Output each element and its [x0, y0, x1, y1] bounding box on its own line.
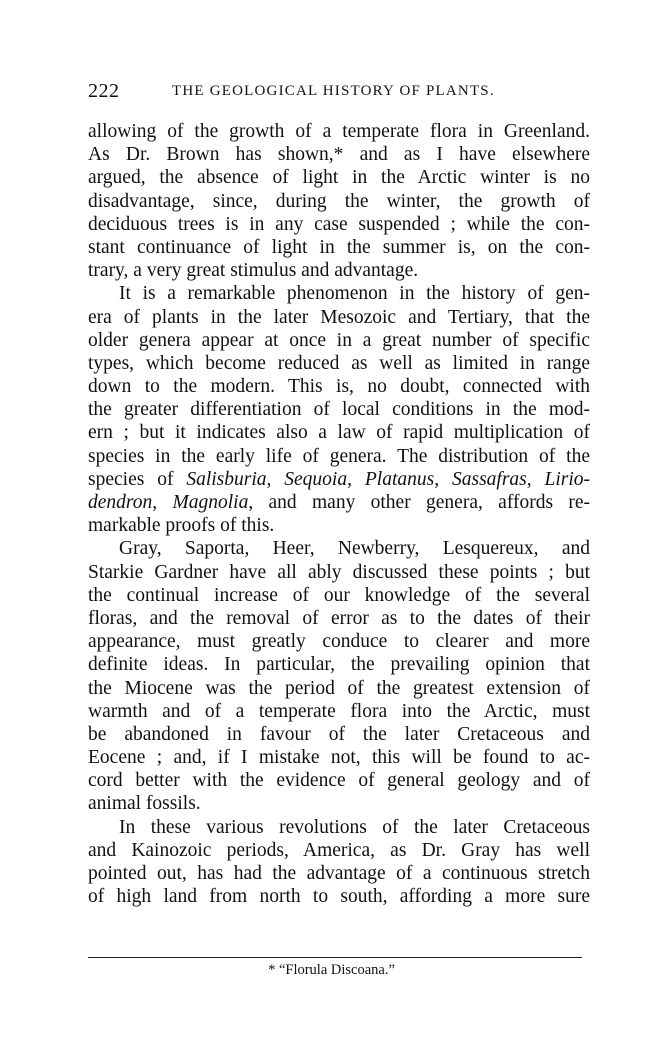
text-line: and Kainozoic periods, America, as Dr. Gray has well — [88, 839, 590, 861]
text-line: the continual increase of our knowledge of the several — [88, 584, 590, 606]
text-line: the greater differentiation of local conditions in the mod- — [88, 399, 590, 421]
page-header — [88, 80, 588, 104]
text-line: animal fossils. — [88, 793, 201, 815]
text-line: be abandoned in favour of the later Cretaceous and — [88, 723, 590, 745]
page-number: 222 — [88, 80, 120, 102]
body-text — [88, 120, 590, 908]
text-line: deciduous trees is in any case suspended ; while the con- — [88, 213, 590, 235]
footnote-divider — [88, 957, 582, 958]
text-line: down to the modern. This is, no doubt, connected with — [88, 376, 590, 398]
text-line: warmth and of a temperate flora into the Arctic, must — [88, 700, 590, 722]
text-line: disadvantage, since, during the winter, the growth of — [88, 190, 590, 212]
text-line: the Miocene was the period of the greatest extension of — [88, 677, 590, 699]
text-line: allowing of the growth of a temperate flora in Greenland. — [88, 121, 590, 142]
text-line: species in the early life of genera. The distribution of the — [88, 445, 590, 467]
text-line: markable proofs of this. — [88, 515, 275, 537]
text-line: dendron, Magnolia, and many other genera, affords re- — [88, 492, 590, 513]
text-line: cord better with the evidence of general geology and of — [88, 770, 590, 792]
text-line: Gray, Saporta, Heer, Newberry, Lesquereux, and — [119, 538, 590, 560]
text-line: Starkie Gardner have all ably discussed these points ; but — [88, 561, 590, 583]
text-line: stant continuance of light in the summer is, on the con- — [88, 236, 590, 258]
text-line: of high land from north to south, affording a more sure — [88, 886, 590, 908]
text-line: trary, a very great stimulus and advantage. — [88, 260, 419, 282]
text-line: As Dr. Brown has shown,* and as I have elsewhere — [88, 144, 590, 166]
text-line: It is a remarkable phenomenon in the history of gen- — [119, 283, 590, 305]
text-line: pointed out, has had the advantage of a continuous stretch — [88, 863, 590, 884]
text-line: floras, and the removal of error as to the dates of their — [88, 607, 590, 629]
text-line: species of Salisburia, Sequoia, Platanus, Sassafras, Lirio- — [88, 468, 591, 490]
text-line: types, which become reduced as well as limited in range — [88, 352, 590, 374]
text-line: era of plants in the later Mesozoic and Tertiary, that the — [88, 306, 590, 328]
running-head: THE GEOLOGICAL HISTORY OF PLANTS. — [172, 83, 495, 99]
text-line: older genera appear at once in a great number of specific — [88, 329, 590, 351]
text-line: argued, the absence of light in the Arctic winter is no — [88, 167, 590, 189]
text-line: Eocene ; and, if I mistake not, this will be found to ac- — [88, 747, 590, 769]
text-line: appearance, must greatly conduce to clearer and more — [88, 631, 590, 653]
text-line: definite ideas. In particular, the prevailing opinion that — [88, 654, 590, 676]
text-line: In these various revolutions of the later Cretaceous — [119, 816, 590, 838]
footnote: * “Florula Discoana.” — [268, 962, 395, 978]
text-line: ern ; but it indicates also a law of rapid multiplication of — [88, 422, 590, 444]
